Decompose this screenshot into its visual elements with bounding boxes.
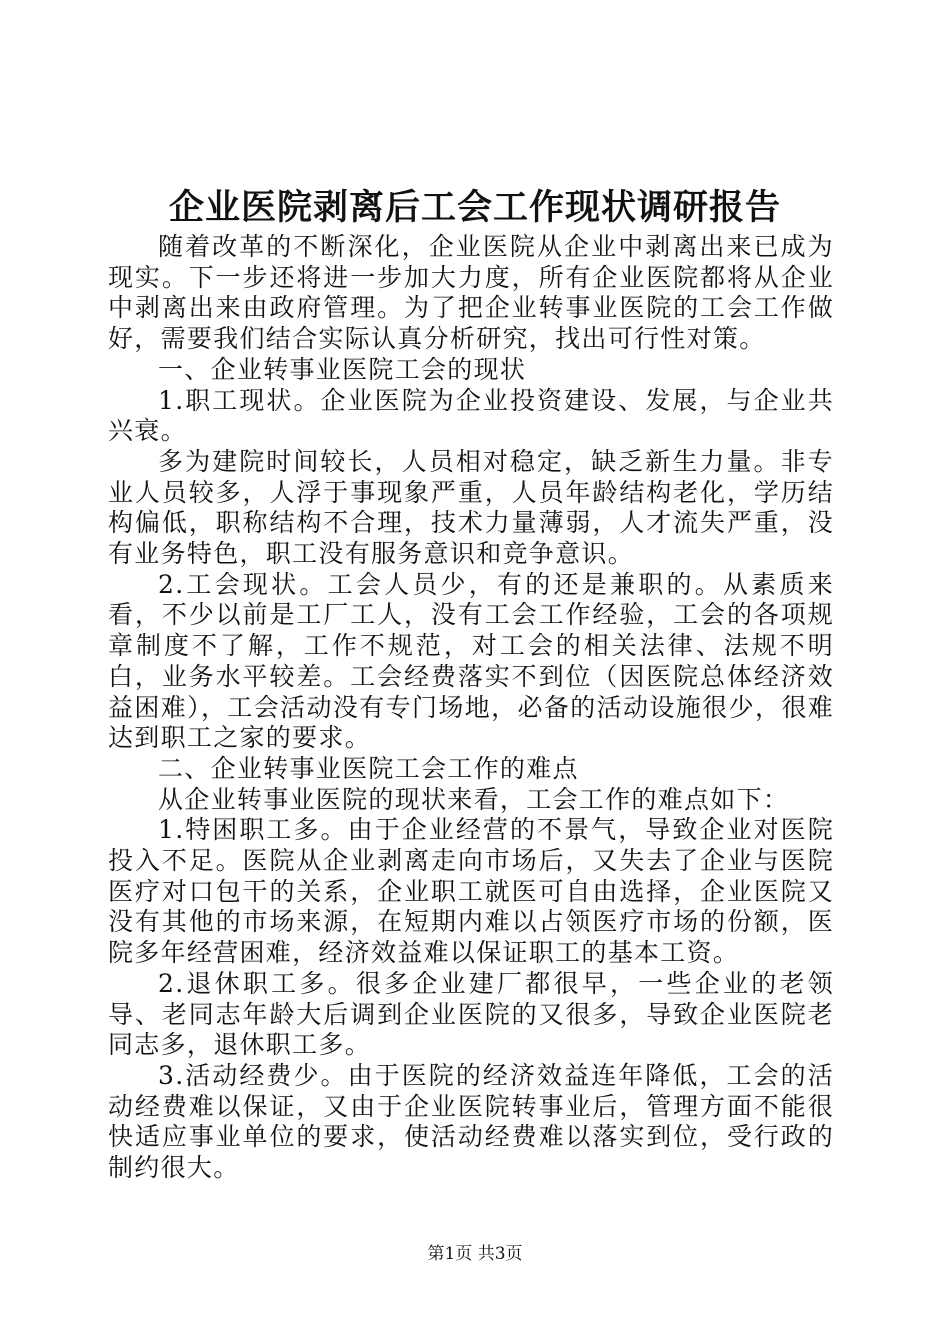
body-paragraph: 3.活动经费少。由于医院的经济效益连年降低，工会的活动经费难以保证，又由于企业医院转事业后，管理方面不能很快适应事业单位的要求，使活动经费难以落实到位，受行政的制约很大。 [108, 1060, 834, 1183]
document-body [108, 232, 834, 1184]
section-heading: 二、企业转事业医院工会工作的难点 [158, 753, 579, 783]
section-heading: 一、企业转事业医院工会的现状 [158, 354, 527, 384]
body-paragraph: 1.职工现状。企业医院为企业投资建设、发展，与企业共兴衰。 [108, 385, 834, 446]
body-paragraph: 多为建院时间较长，人员相对稳定，缺乏新生力量。非专业人员较多，人浮于事现象严重，人员年龄结构老化，学历结构偏低，职称结构不合理，技术力量薄弱，人才流失严重，没有业务特色，职工没有服务意识和竞争意识。 [108, 446, 834, 569]
body-paragraph: 随着改革的不断深化，企业医院从企业中剥离出来已成为现实。下一步还将进一步加大力度，所有企业医院都将从企业中剥离出来由政府管理。为了把企业转事业医院的工会工作做好，需要我们结合实际认真分析研究，找出可行性对策。 [108, 232, 834, 354]
body-paragraph: 从企业转事业医院的现状来看，工会工作的难点如下： [158, 784, 790, 814]
body-paragraph: 1.特困职工多。由于企业经营的不景气，导致企业对医院投入不足。医院从企业剥离走向市场后，又失去了企业与医院医疗对口包干的关系，企业职工就医可自由选择，企业医院又没有其他的市场来源，在短期内难以占领医疗市场的份额，医院多年经营困难，经济效益难以保证职工的基本工资。 [108, 815, 834, 968]
body-paragraph: 2.退休职工多。很多企业建厂都很早，一些企业的老领导、老同志年龄大后调到企业医院的又很多，导致企业医院老同志多，退休职工多。 [108, 968, 834, 1060]
body-paragraph: 2.工会现状。工会人员少，有的还是兼职的。从素质来看，不少以前是工厂工人，没有工会工作经验，工会的各项规章制度不了解，工作不规范，对工会的相关法律、法规不明白，业务水平较差。工会经费落实不到位（因医院总体经济效益困难），工会活动没有专门场地，必备的活动设施很少，很难达到职工之家的要求。 [108, 569, 834, 753]
page-footer: 第1页 共3页 [427, 1244, 523, 1264]
document-title: 企业医院剥离后工会工作现状调研报告 [168, 187, 781, 228]
